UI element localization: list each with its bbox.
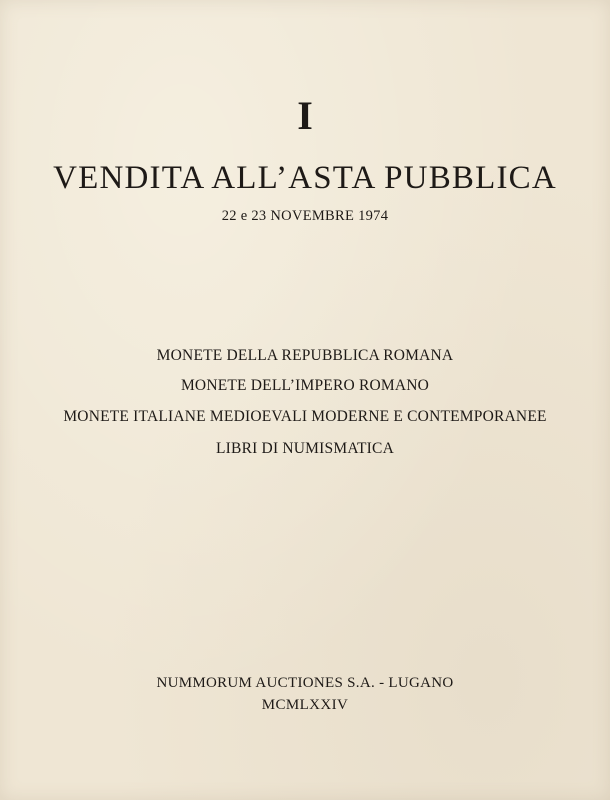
content-line-3: MONETE ITALIANE MEDIOEVALI MODERNE E CONTEMPORANEE xyxy=(63,408,547,425)
content-line-2: MONETE DELL’IMPERO ROMANO xyxy=(180,377,430,394)
volume-number: I xyxy=(297,93,313,138)
publisher: NUMMORUM AUCTIONES S.A. - LUGANO xyxy=(156,675,454,691)
publication-year: MCMLXXIV xyxy=(261,697,349,713)
auction-date: 22 e 23 NOVEMBRE 1974 xyxy=(221,208,389,224)
cover-title: VENDITA ALL’ASTA PUBBLICA xyxy=(53,160,557,196)
content-line-4: LIBRI DI NUMISMATICA xyxy=(216,440,394,457)
content-line-1: MONETE DELLA REPUBBLICA ROMANA xyxy=(156,347,454,364)
